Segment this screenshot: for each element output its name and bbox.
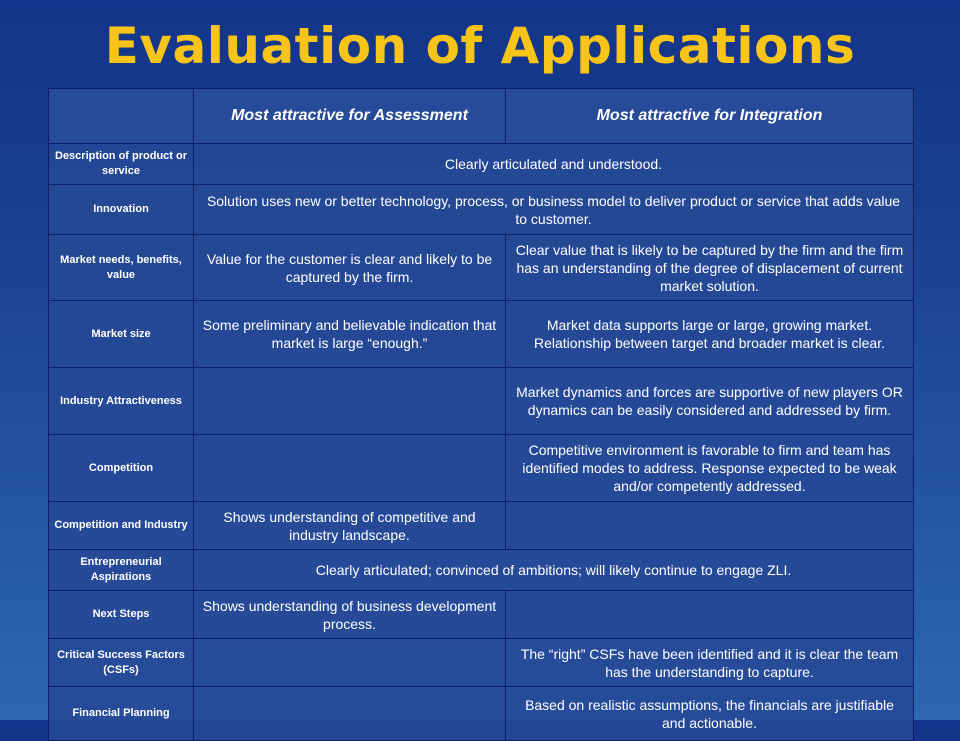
table-row: [49, 301, 914, 368]
assessment-cell: Shows understanding of competitive and industry landscape.: [194, 502, 506, 550]
header-assessment: Most attractive for Assessment: [194, 89, 506, 144]
table-row: [49, 687, 914, 741]
row-label: Competition and Industry: [49, 502, 194, 550]
slide-title: Evaluation of Applications: [104, 17, 856, 75]
table-row: [49, 144, 914, 185]
table-row: [49, 502, 914, 550]
integration-cell: Clear value that is likely to be captured by the firm and the firm has an understanding of the degree of displacement of current market solution.: [506, 235, 914, 301]
merged-criteria-cell: Clearly articulated and understood.: [194, 144, 914, 185]
evaluation-table-wrapper: [48, 88, 913, 741]
merged-criteria-cell: Solution uses new or better technology, process, or business model to deliver product or service that adds value to customer.: [194, 185, 914, 235]
integration-cell: [506, 502, 914, 550]
merged-criteria-cell: Clearly articulated; convinced of ambitions; will likely continue to engage ZLI.: [194, 550, 914, 591]
row-label: Critical Success Factors (CSFs): [49, 639, 194, 687]
assessment-cell: Shows understanding of business development process.: [194, 591, 506, 639]
table-row: [49, 591, 914, 639]
assessment-cell: Some preliminary and believable indication that market is large “enough.”: [194, 301, 506, 368]
table-row: [49, 185, 914, 235]
table-row: [49, 235, 914, 301]
row-label: Financial Planning: [49, 687, 194, 741]
table-row: [49, 639, 914, 687]
row-label: Industry Attractiveness: [49, 368, 194, 435]
integration-cell: [506, 591, 914, 639]
assessment-cell: Value for the customer is clear and likely to be captured by the firm.: [194, 235, 506, 301]
table-row: [49, 550, 914, 591]
header-integration: Most attractive for Integration: [506, 89, 914, 144]
row-label: Competition: [49, 435, 194, 502]
row-label: Entrepreneurial Aspirations: [49, 550, 194, 591]
table-row: [49, 368, 914, 435]
integration-cell: Based on realistic assumptions, the financials are justifiable and actionable.: [506, 687, 914, 741]
row-label: Next Steps: [49, 591, 194, 639]
table-header-row: [49, 89, 914, 144]
row-label: Market needs, benefits, value: [49, 235, 194, 301]
assessment-cell: [194, 687, 506, 741]
integration-cell: The “right” CSFs have been identified and it is clear the team has the understanding to capture.: [506, 639, 914, 687]
row-label: Market size: [49, 301, 194, 368]
evaluation-table: [48, 88, 914, 741]
table-row: [49, 435, 914, 502]
integration-cell: Competitive environment is favorable to firm and team has identified modes to address. Response expected to be weak and/or competently addressed.: [506, 435, 914, 502]
integration-cell: Market data supports large or large, growing market. Relationship between target and broader market is clear.: [506, 301, 914, 368]
integration-cell: Market dynamics and forces are supportive of new players OR dynamics can be easily considered and addressed by firm.: [506, 368, 914, 435]
header-corner-cell: [49, 89, 194, 144]
assessment-cell: [194, 368, 506, 435]
assessment-cell: [194, 435, 506, 502]
assessment-cell: [194, 639, 506, 687]
row-label: Innovation: [49, 185, 194, 235]
row-label: Description of product or service: [49, 144, 194, 185]
